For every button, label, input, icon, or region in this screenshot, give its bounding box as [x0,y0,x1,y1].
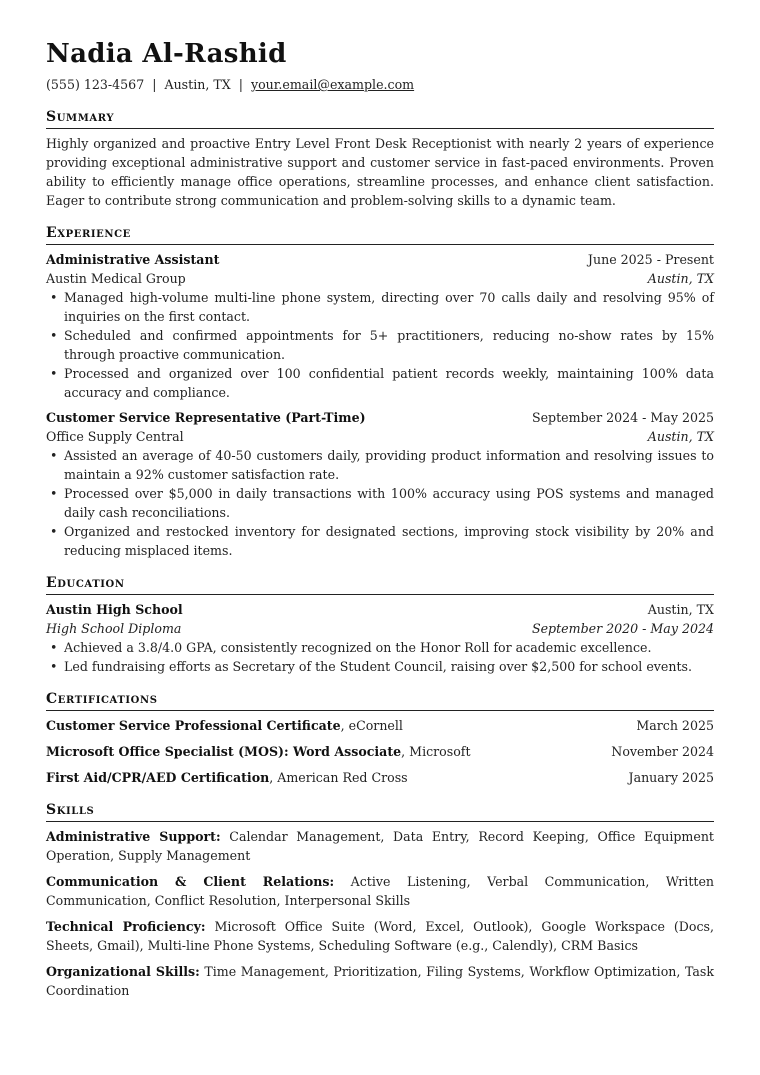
skill-label: Communication & Client Relations: [46,874,335,889]
skill-list: Calendar Management, Data Entry, Record Keeping, Office Equipment Operation, Supply Management [46,829,714,863]
skill-group [46,872,714,910]
section-title-skills: Skills [46,801,714,822]
certification-name: First Aid/CPR/AED Certification [46,770,270,785]
section-title-certifications: Certifications [46,690,714,711]
job-role: Administrative Assistant [46,252,220,267]
skill-list: Microsoft Office Suite (Word, Excel, Outlook), Google Workspace (Docs, Sheets, Gmail), Multi-line Phone Systems, Scheduling Software (e.g., Calendly), CRM Basics [46,919,714,953]
education-dates: September 2020 - May 2024 [531,621,714,636]
skill-list: Active Listening, Verbal Communication, Written Communication, Conflict Resolution, Interpersonal Skills [46,874,715,908]
job-bullets [46,446,714,560]
job-company: Office Supply Central [46,429,184,444]
job-dates: September 2024 - May 2025 [531,410,714,425]
job-bullets [46,288,714,402]
certification-issuer: , eCornell [340,718,403,733]
location: Austin, TX [164,77,231,92]
skill-group [46,962,714,1000]
skill-label: Administrative Support: [46,829,221,844]
separator: | [238,77,243,92]
email-link[interactable]: your.email@example.com [250,77,415,92]
bullet-item: • Organized and restocked inventory for designated sections, improving stock visibility by 20% and reducing misplaced items. [46,522,714,560]
education-bullets [46,638,714,676]
certification-name: Microsoft Office Specialist (MOS): Word Associate [46,744,402,759]
job-location: Austin, TX [647,271,714,286]
school-location: Austin, TX [647,602,714,617]
skill-label: Technical Proficiency: [46,919,206,934]
summary-text: Highly organized and proactive Entry Level Front Desk Receptionist with nearly 2 years of experience providing exceptional administrative support and customer service in fast-paced environments. Proven ability to efficiently manage office operations, streamline processes, and enhance client satisfaction. Eager to contribute strong communication and problem-solving skills to a dynamic team. [46,136,714,208]
separator: | [152,77,157,92]
bullet-item: • Scheduled and confirmed appointments for 5+ practitioners, reducing no-show rates by 15% through proactive communication. [46,326,714,364]
phone: (555) 123-4567 [46,77,145,92]
certification-item [46,716,714,735]
certification-item [46,742,714,761]
job-role: Customer Service Representative (Part-Time) [46,410,366,425]
job-entry [46,250,714,402]
candidate-name: Nadia Al-Rashid [46,39,287,69]
skill-label: Organizational Skills: [46,964,200,979]
bullet-item: • Processed over $5,000 in daily transactions with 100% accuracy using POS systems and managed daily cash reconciliations. [46,484,714,522]
school-name: Austin High School [46,602,183,617]
bullet-item: • Led fundraising efforts as Secretary of the Student Council, raising over $2,500 for school events. [46,657,714,676]
certification-name: Customer Service Professional Certificate [46,718,341,733]
job-company: Austin Medical Group [46,271,186,286]
bullet-item: • Achieved a 3.8/4.0 GPA, consistently recognized on the Honor Roll for academic excellence. [46,638,714,657]
certification-date: January 2025 [628,770,714,785]
bullet-item: • Assisted an average of 40-50 customers daily, providing product information and resolving issues to maintain a 92% customer satisfaction rate. [46,446,714,484]
certification-issuer: , American Red Cross [269,770,408,785]
section-title-experience: Experience [46,224,714,245]
education-entry [46,600,714,676]
certification-item [46,768,714,787]
bullet-item: • Processed and organized over 100 confidential patient records weekly, maintaining 100% data accuracy and compliance. [46,364,714,402]
skill-list: Time Management, Prioritization, Filing Systems, Workflow Optimization, Task Coordination [46,964,714,998]
job-dates: June 2025 - Present [587,252,714,267]
degree: High School Diploma [46,621,182,636]
skill-group [46,827,714,865]
bullet-item: • Managed high-volume multi-line phone system, directing over 70 calls daily and resolving 95% of inquiries on the first contact. [46,288,714,326]
skill-group [46,917,714,955]
job-entry [46,408,714,560]
certification-date: November 2024 [611,744,714,759]
contact-line [46,76,714,94]
section-title-education: Education [46,574,714,595]
job-location: Austin, TX [647,429,714,444]
certification-issuer: , Microsoft [401,744,471,759]
section-title-summary: Summary [46,108,714,129]
certification-date: March 2025 [636,718,714,733]
